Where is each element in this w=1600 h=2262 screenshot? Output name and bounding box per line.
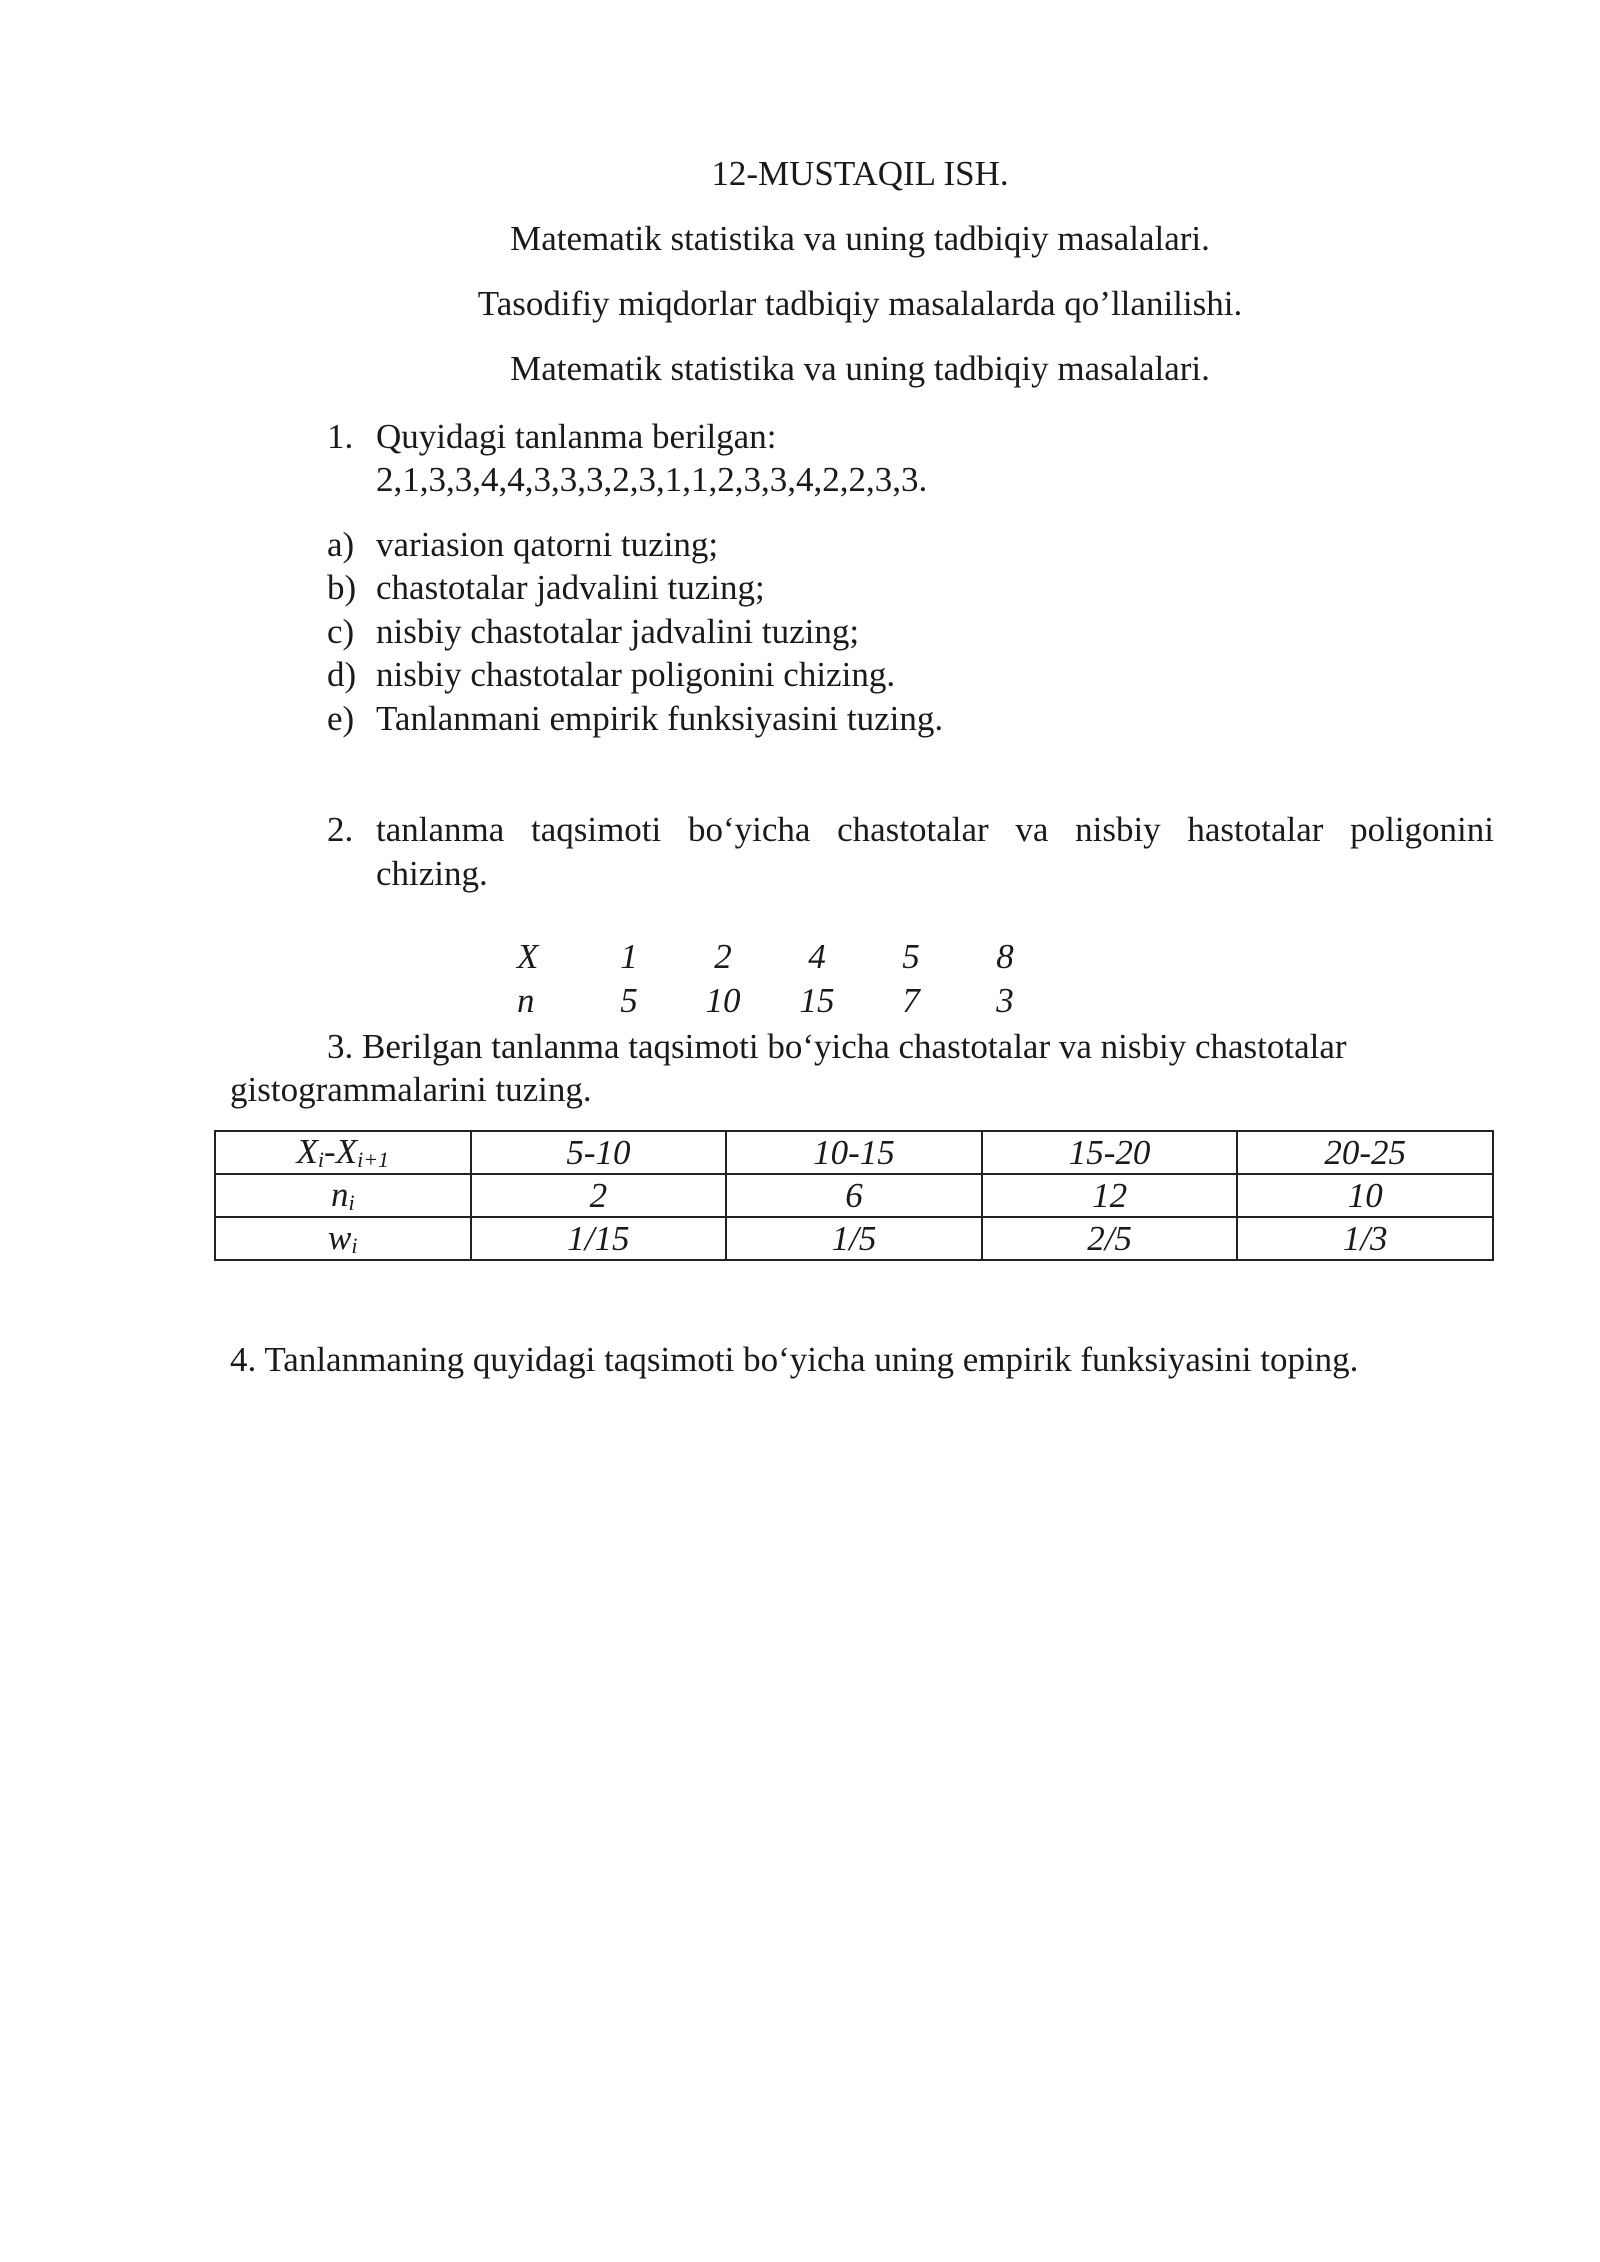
q1-subitem-text: nisbiy chastotalar poligonini chizing. xyxy=(376,655,896,694)
row-label-n: n xyxy=(517,980,535,1020)
q1-subitem-text: Tanlanmani empirik funksiyasini tuzing. xyxy=(376,699,944,738)
table-cell: 2/5 xyxy=(982,1217,1238,1260)
table-cell: 20-25 xyxy=(1237,1131,1493,1174)
q2-distribution-table xyxy=(515,935,1052,1023)
q3-text-line-1: 3. Berilgan tanlanma taqsimoti bo‘yicha chastotalar va nisbiy chastotalar xyxy=(327,1027,1347,1066)
q1-subitem-text: chastotalar jadvalini tuzing; xyxy=(376,568,765,607)
header-cell-interval xyxy=(215,1131,471,1174)
table-cell: 5 xyxy=(620,980,638,1020)
document-title: 12-MUSTAQIL ISH. xyxy=(711,154,1009,193)
table-cell: 1/5 xyxy=(726,1217,982,1260)
subtitle-line-2: Tasodifiy miqdorlar tadbiqiy masalalarda qo’llanilishi. xyxy=(477,284,1243,323)
q1-subitem-marker: b) xyxy=(327,568,357,607)
table-row xyxy=(515,979,1052,1023)
table-cell: 10 xyxy=(1237,1174,1493,1217)
table-cell: 1/3 xyxy=(1237,1217,1493,1260)
q1-subitem-marker: a) xyxy=(327,525,355,564)
table-cell: 5-10 xyxy=(471,1131,727,1174)
row-label-w xyxy=(215,1217,471,1260)
subtitle-line-3: Matematik statistika va uning tadbiqiy masalalari. xyxy=(510,349,1210,388)
w-symbol: w xyxy=(328,1218,352,1257)
q1-subitem-marker: e) xyxy=(327,699,355,738)
n-subscript: i xyxy=(348,1190,355,1215)
q1-subitem-marker: d) xyxy=(327,655,357,694)
table-cell: 3 xyxy=(996,980,1014,1020)
table-cell: 12 xyxy=(982,1174,1238,1217)
q1-subitem-marker: c) xyxy=(327,612,355,651)
table-cell: 2 xyxy=(471,1174,727,1217)
table-row xyxy=(215,1174,1493,1217)
header-subscript: i xyxy=(317,1147,325,1172)
table-cell: 15-20 xyxy=(982,1131,1238,1174)
table-cell: 10 xyxy=(705,980,741,1020)
table-cell: 5 xyxy=(902,937,920,976)
q4-text: 4. Tanlanmaning quyidagi taqsimoti bo‘yicha uning empirik funksiyasini toping. xyxy=(230,1340,1359,1379)
q3-text-line-2: gistogrammalarini tuzing. xyxy=(230,1070,592,1109)
q3-interval-table xyxy=(214,1130,1494,1261)
q1-number: 1. xyxy=(327,417,354,456)
header-subscript-2: i+1 xyxy=(357,1147,390,1172)
q1-text: Quyidagi tanlanma berilgan: xyxy=(376,417,777,456)
table-cell: 4 xyxy=(808,937,826,976)
q1-subitem-text: nisbiy chastotalar jadvalini tuzing; xyxy=(376,612,860,651)
row-label-n xyxy=(215,1174,471,1217)
n-symbol: n xyxy=(330,1175,349,1214)
row-label-x: X xyxy=(517,937,539,976)
subtitle-line-1: Matematik statistika va uning tadbiqiy masalalari. xyxy=(510,219,1210,258)
table-cell: 10-15 xyxy=(726,1131,982,1174)
w-subscript: i xyxy=(351,1233,358,1258)
table-cell: 2 xyxy=(714,937,732,976)
header-symbol-2: -X xyxy=(324,1132,358,1171)
q1-subitem-text: variasion qatorni tuzing; xyxy=(376,525,719,564)
table-cell: 1/15 xyxy=(471,1217,727,1260)
table-row xyxy=(215,1131,1493,1174)
q2-text-line-2: chizing. xyxy=(376,854,488,893)
table-cell: 6 xyxy=(726,1174,982,1217)
table-row xyxy=(215,1217,1493,1260)
table-cell: 8 xyxy=(996,937,1014,976)
q1-sample: 2,1,3,3,4,4,3,3,3,2,3,1,1,2,3,3,4,2,2,3,3. xyxy=(376,460,928,499)
table-row xyxy=(515,935,1052,979)
table-cell: 1 xyxy=(620,937,638,976)
table-cell: 15 xyxy=(799,980,835,1020)
q2-number: 2. xyxy=(327,810,354,849)
table-cell: 7 xyxy=(902,980,920,1020)
header-symbol: X xyxy=(296,1132,318,1171)
q2-text-line-1: tanlanma taqsimoti bo‘yicha chastotalar va nisbiy hastotalar poligonini xyxy=(376,810,1494,849)
